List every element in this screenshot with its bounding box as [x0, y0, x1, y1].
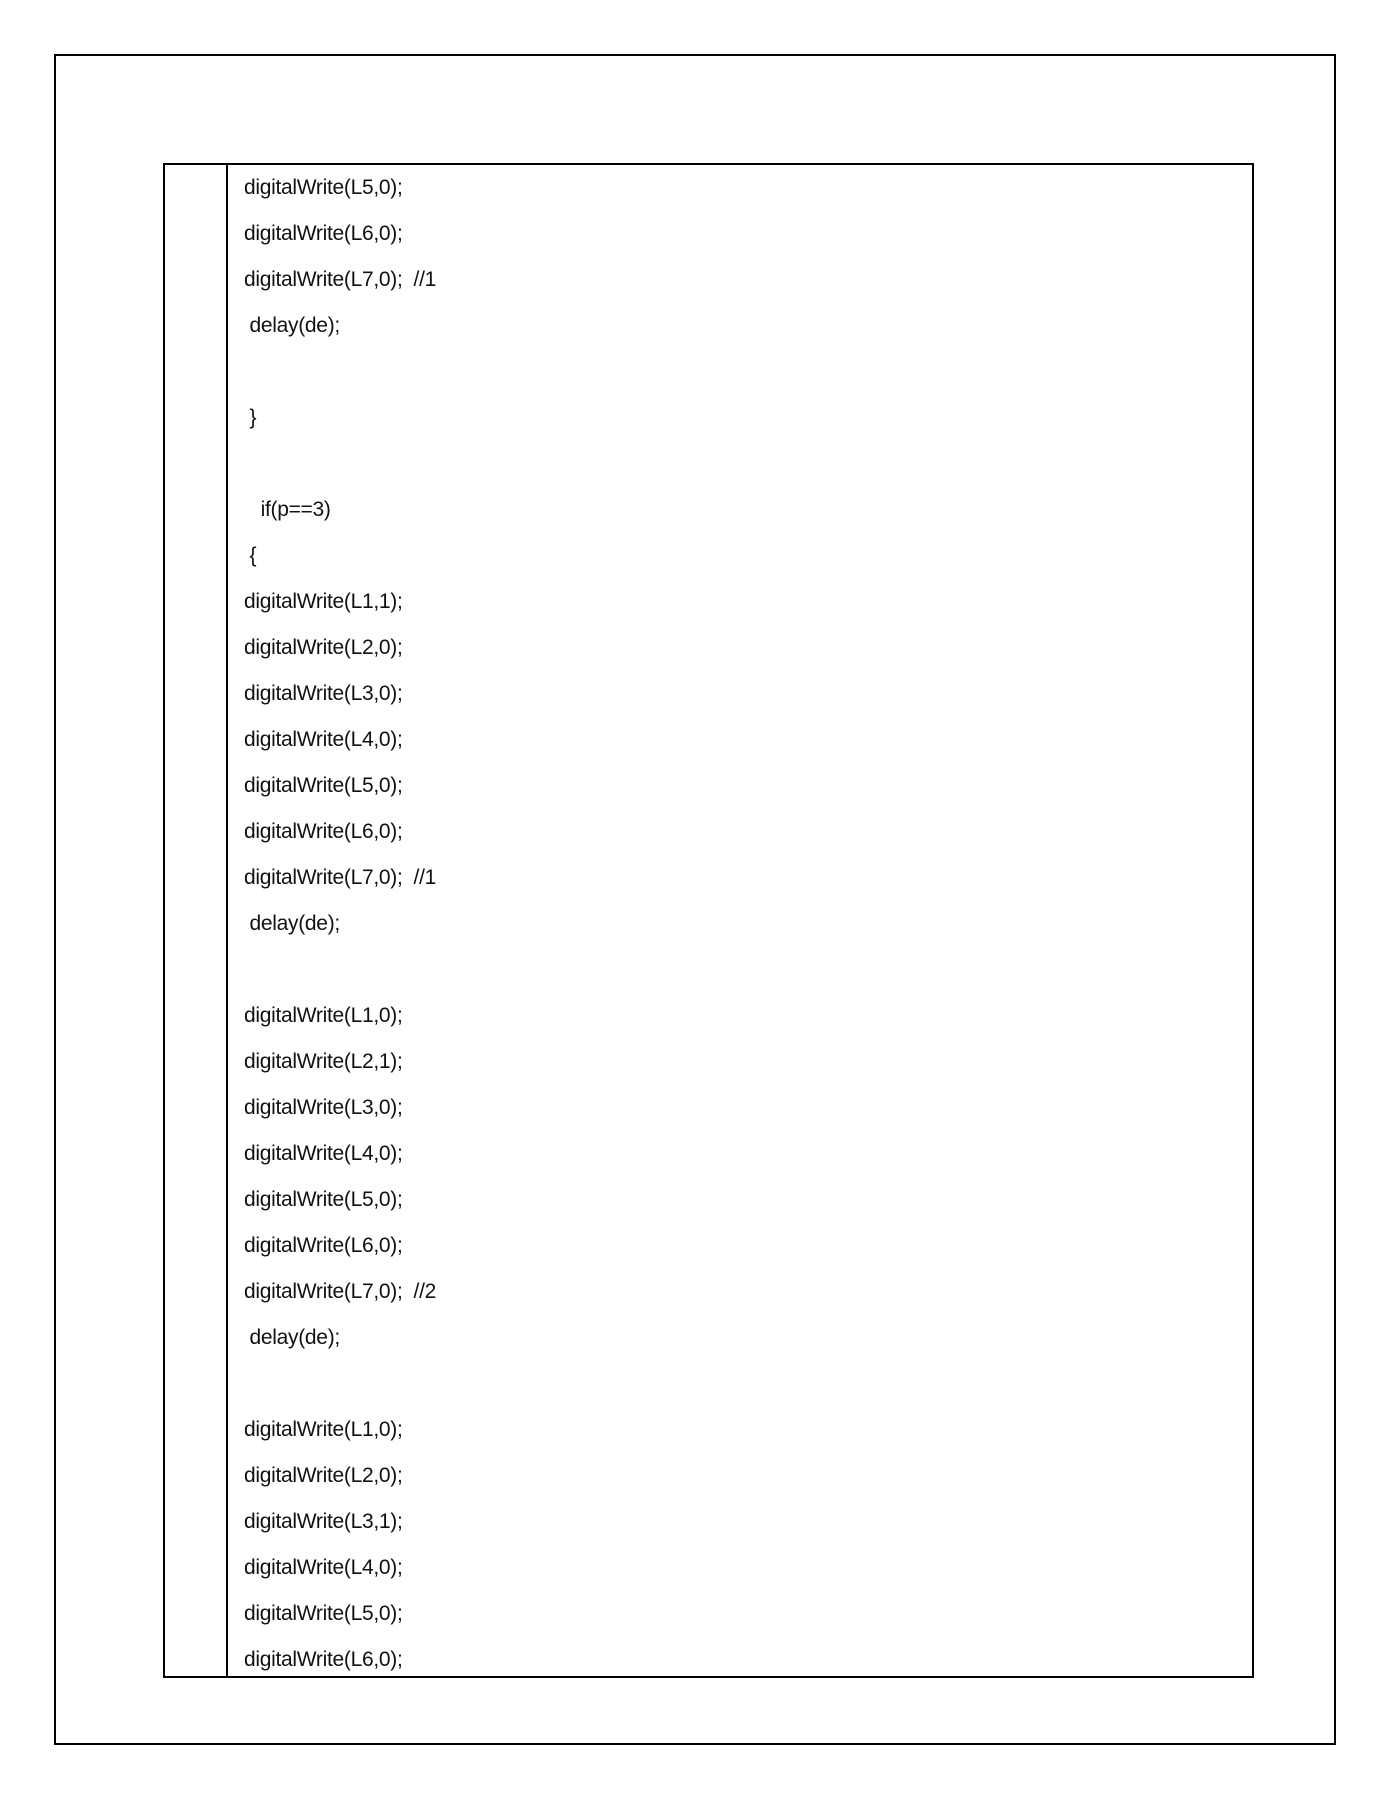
code-line: digitalWrite(L5,0); — [244, 774, 403, 797]
code-line: delay(de); — [244, 1326, 340, 1349]
code-line: delay(de); — [244, 314, 340, 337]
code-line: digitalWrite(L5,0); — [244, 1188, 403, 1211]
code-line: digitalWrite(L7,0); //1 — [244, 268, 436, 291]
code-line: { — [244, 544, 257, 567]
code-line: digitalWrite(L2,1); — [244, 1050, 403, 1073]
code-line: digitalWrite(L7,0); //1 — [244, 866, 436, 889]
code-line — [244, 951, 1252, 997]
code-line: digitalWrite(L6,0); — [244, 222, 403, 245]
code-line — [244, 1365, 1252, 1411]
code-line: digitalWrite(L1,0); — [244, 1418, 403, 1441]
code-line: digitalWrite(L5,0); — [244, 176, 403, 199]
code-line — [244, 353, 1252, 399]
code-line: digitalWrite(L5,0); — [244, 1602, 403, 1625]
code-line: digitalWrite(L7,0); //2 — [244, 1280, 436, 1303]
code-line: digitalWrite(L2,0); — [244, 1464, 403, 1487]
code-line: digitalWrite(L1,0); — [244, 1004, 403, 1027]
code-line: digitalWrite(L3,1); — [244, 1510, 403, 1533]
code-line: digitalWrite(L4,0); — [244, 728, 403, 751]
code-line: } — [244, 406, 257, 429]
code-line: delay(de); — [244, 912, 340, 935]
code-line: digitalWrite(L6,0); — [244, 820, 403, 843]
code-table — [163, 163, 1254, 1678]
code-line — [244, 445, 1252, 491]
code-line: digitalWrite(L3,0); — [244, 1096, 403, 1119]
code-column — [228, 165, 1252, 1676]
code-line: digitalWrite(L3,0); — [244, 682, 403, 705]
code-line: digitalWrite(L2,0); — [244, 636, 403, 659]
code-line: digitalWrite(L6,0); — [244, 1234, 403, 1257]
code-line: digitalWrite(L1,1); — [244, 590, 403, 613]
code-line: if(p==3) — [244, 498, 331, 521]
code-line: digitalWrite(L6,0); — [244, 1648, 403, 1671]
code-line: digitalWrite(L4,0); — [244, 1142, 403, 1165]
code-line: digitalWrite(L4,0); — [244, 1556, 403, 1579]
line-number-column — [165, 165, 228, 1676]
